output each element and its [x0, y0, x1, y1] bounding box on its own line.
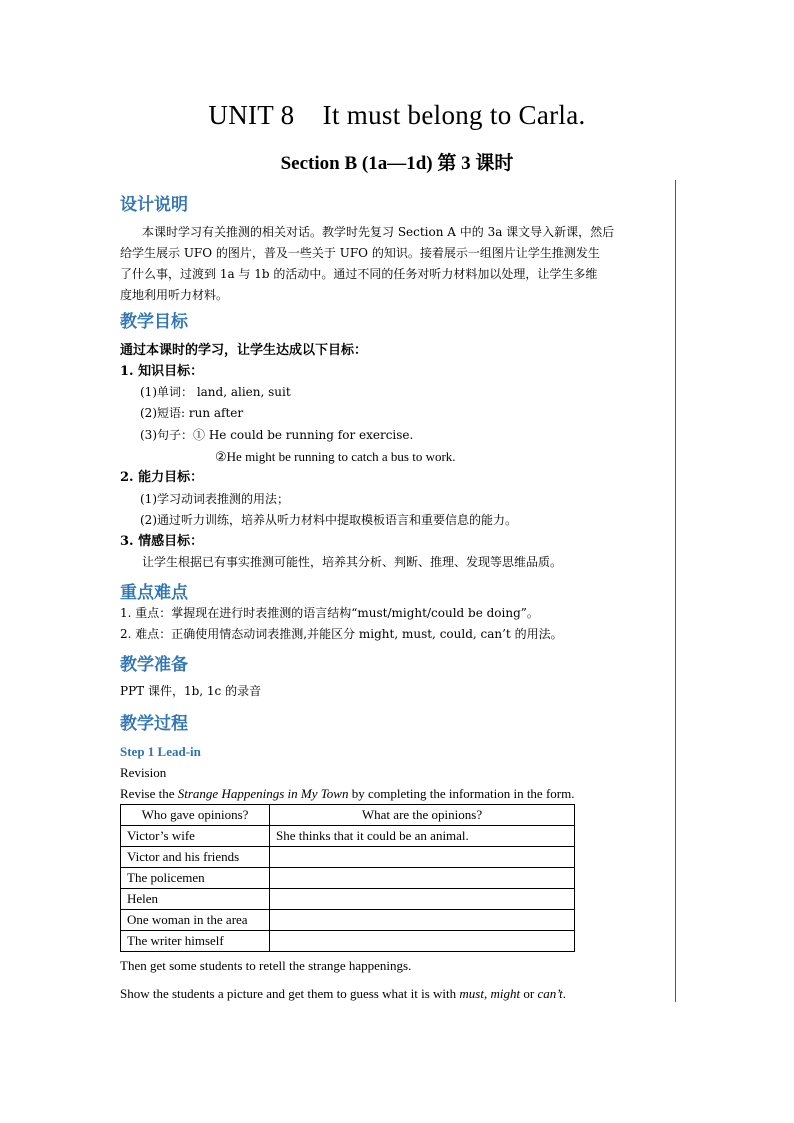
table-cell: [270, 868, 575, 889]
guess-or: or: [520, 986, 538, 1001]
word-cant: can’t: [537, 986, 563, 1001]
table-header: Who gave opinions?: [121, 805, 270, 826]
knowledge-sentence-1: (3)句子：① He could be running for exercise.: [140, 428, 414, 442]
knowledge-phrase: (2)短语: run after: [140, 406, 244, 420]
table-cell: [270, 889, 575, 910]
emotion-text: 让学生根据已有事实推测可能性，培养其分析、判断、推理、发现等思维品质。: [142, 555, 563, 569]
opinions-table: [120, 804, 575, 952]
keypoint-1: 1. 重点：掌握现在进行时表推测的语言结构“must/might/could be doing”。: [120, 606, 539, 620]
prep-text: PPT 课件，1b, 1c 的录音: [120, 684, 262, 698]
revise-italic-title: Strange Happenings in My Town: [177, 786, 349, 801]
ability-item-2: (2)通过听力训练，培养从听力材料中提取模板语言和重要信息的能力。: [140, 513, 518, 527]
revise-instruction: [120, 783, 574, 804]
design-line-1: 本课时学习有关推测的相关对话。教学时先复习 Section A 中的 3a 课文导入新课，然后: [142, 225, 615, 239]
knowledge-words: (1)单词： land, alien, suit: [140, 385, 291, 399]
goals-heading: 教学目标: [120, 312, 188, 332]
guess-end: .: [562, 986, 566, 1001]
revise-pre: Revise the: [120, 786, 178, 801]
table-row: [121, 847, 575, 868]
table-cell: She thinks that it could be an animal.: [270, 826, 575, 847]
table-row: [121, 889, 575, 910]
keypoints-heading: 重点难点: [120, 583, 188, 603]
table-cell: Victor and his friends: [121, 847, 270, 868]
table-row: [121, 868, 575, 889]
table-cell: Helen: [121, 889, 270, 910]
design-line-4: 度地利用听力材料。: [120, 288, 229, 302]
table-row: [121, 910, 575, 931]
table-cell: Victor’s wife: [121, 826, 270, 847]
prep-heading: 教学准备: [120, 655, 188, 675]
table-cell: [270, 847, 575, 868]
knowledge-sentence-2: ②He might be running to catch a bus to work.: [215, 449, 456, 464]
word-must: must: [459, 986, 484, 1001]
step1-title: Step 1 Lead-in: [120, 744, 201, 759]
revision-label: Revision: [120, 765, 167, 780]
design-line-2: 给学生展示 UFO 的图片，普及一些关于 UFO 的知识。接着展示一组图片让学生推测发生: [120, 246, 600, 260]
design-heading: 设计说明: [120, 195, 188, 215]
goals-intro: 通过本课时的学习，让学生达成以下目标：: [120, 343, 368, 358]
guess-pre: Show the students a picture and get them to guess what it is with: [120, 986, 460, 1001]
table-cell: One woman in the area: [121, 910, 270, 931]
margin-divider: [675, 180, 676, 1002]
revise-post: by completing the information in the form.: [348, 786, 575, 801]
table-row: [121, 826, 575, 847]
unit-label: UNIT 8: [208, 100, 295, 130]
emotion-label: 3. 情感目标：: [120, 534, 204, 549]
retell-instruction: Then get some students to retell the strange happenings.: [120, 958, 412, 973]
table-cell: [270, 910, 575, 931]
table-row: [121, 931, 575, 952]
word-might: might: [490, 986, 521, 1001]
guess-comma: ,: [483, 986, 491, 1001]
knowledge-label: 1. 知识目标：: [120, 364, 204, 379]
process-heading: 教学过程: [120, 714, 188, 734]
design-line-3: 了什么事，过渡到 1a 与 1b 的活动中。通过不同的任务对听力材料加以处理，让学生多维: [120, 267, 598, 281]
table-cell: The writer himself: [121, 931, 270, 952]
ability-label: 2. 能力目标：: [120, 470, 204, 485]
table-header-row: [121, 805, 575, 826]
page-title: [0, 100, 794, 131]
section-subtitle: Section B (1a—1d) 第 3 课时: [280, 153, 514, 174]
keypoint-2: 2. 难点：正确使用情态动词表推测,并能区分 might, must, could, can’t 的用法。: [120, 627, 563, 641]
unit-title: It must belong to Carla.: [322, 100, 586, 130]
table-cell: The policemen: [121, 868, 270, 889]
table-header: What are the opinions?: [270, 805, 575, 826]
ability-item-1: (1)学习动词表推测的用法；: [140, 492, 289, 506]
guess-instruction: [120, 983, 566, 1004]
table-cell: [270, 931, 575, 952]
